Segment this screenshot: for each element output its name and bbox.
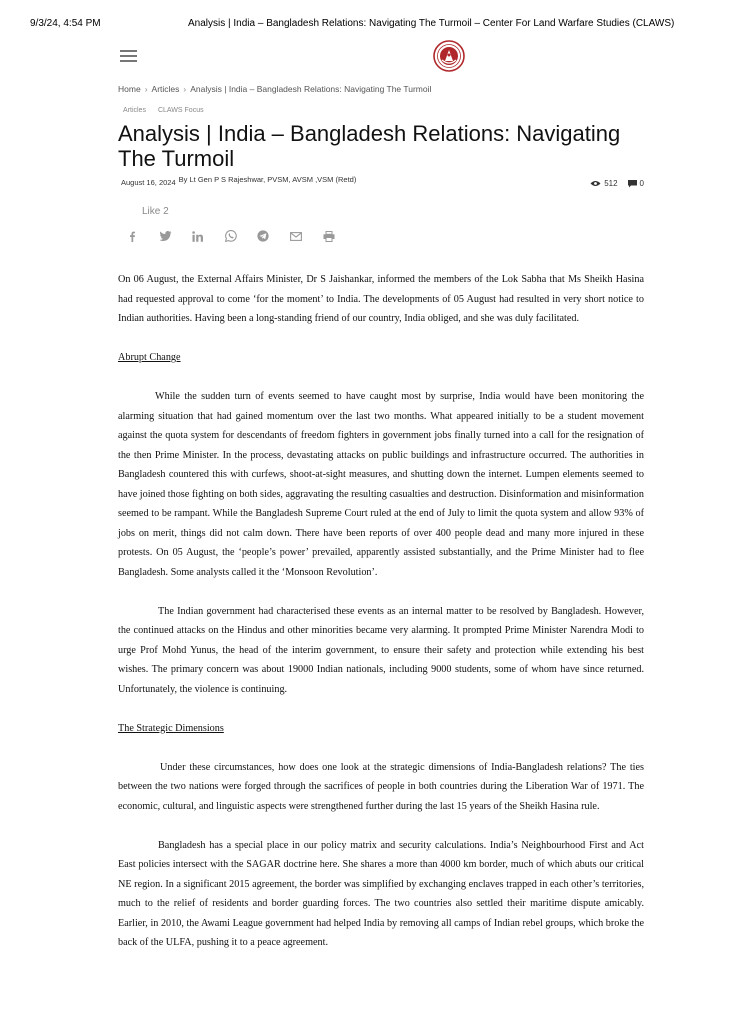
- category-tag-claws-focus[interactable]: CLAWS Focus: [157, 107, 204, 114]
- email-icon[interactable]: [290, 229, 323, 243]
- comment-icon: [628, 180, 637, 188]
- facebook-icon[interactable]: [127, 229, 160, 243]
- eye-icon: [590, 180, 601, 187]
- paragraph: Bangladesh has a special place in our policy matrix and security calculations. India’s Neighbourhood First and Act East policies intersect with the SAGAR doctrine here. She shares a more than 4000 km border, much of which abuts our critical NE region. In a significant 2015 agreement, the border was simplified by exchanging enclaves trapped in each other’s territories, much to the relief of residents and border guarding forces. The two countries also settled their maritime dispute amicably. Earlier, in 2010, the Awami League government had helped India by removing all camps of Indian rebel groups, which broke the back of the ULFA, pushing it to a peace agreement.: [118, 839, 644, 948]
- linkedin-icon[interactable]: [192, 229, 225, 243]
- comments-counter[interactable]: [628, 179, 644, 188]
- breadcrumb-separator: ›: [144, 84, 148, 94]
- section-heading: Abrupt Change: [118, 352, 181, 363]
- article-meta: [121, 175, 357, 187]
- hamburger-icon[interactable]: [120, 50, 137, 62]
- comments-count: 0: [639, 179, 644, 188]
- print-icon[interactable]: [323, 229, 356, 243]
- claws-emblem-icon[interactable]: [433, 40, 465, 72]
- paragraph: While the sudden turn of events seemed to have caught most by surprise, India would have been monitoring the alarming situation that had gained momentum over the last two months. What appeared initially to be a student movement against the quota system for descendants of freedom fighters in government jobs finally turned into a call for the resignation of the then Prime Minister. In the process, devastating attacks on public buildings and infrastructure occurred. The authorities in Bangladesh countered this with curfews, shoot-at-sight measures, and shutting down the internet. Lumpen elements seemed to have joined those fighting on both sides, aggravating the resulting casualties and destruction. Disinformation and misinformation seemed to be rampant. While the Bangladesh Supreme Court ruled at the end of July to limit the quota system and allow 93% of jobs on merit, things did not calm down. There have been reports of over 400 people dead and many more injured in these protests. On 05 August, the ‘people’s power’ prevailed, apparently assisted substantially, and the Prime Minister had to flee Bangladesh. Some analysts called it the ‘Monsoon Revolution’.: [118, 391, 644, 578]
- article-body: [118, 270, 644, 953]
- breadcrumb-articles-link[interactable]: Articles: [151, 84, 180, 94]
- share-bar: [127, 229, 355, 243]
- paragraph: On 06 August, the External Affairs Minister, Dr S Jaishankar, informed the members of the Lok Sabha that Ms Sheikh Hasina had requested approval to come ‘for the moment’ to India. The developments of 05 August had resulted in very short notice to Indian authorities. Having been a long-standing friend of our country, India obliged, and she was duly facilitated.: [118, 274, 644, 324]
- print-header: [0, 18, 749, 34]
- views-counter: [590, 179, 617, 188]
- twitter-icon[interactable]: [160, 229, 193, 243]
- category-tags: [123, 107, 216, 114]
- paragraph: Under these circumstances, how does one look at the strategic dimensions of India-Bangladesh relations? The ties between the two nations were forged through the sacrifices of people in both countries during the Liberation War of 1971. The economic, cultural, and linguistic aspects were strengthened further during the last 15 years of the Sheikh Hasina rule.: [118, 761, 644, 812]
- telegram-icon[interactable]: [257, 229, 290, 243]
- article-date: August 16, 2024: [121, 178, 176, 187]
- whatsapp-icon[interactable]: [225, 229, 258, 243]
- section-heading: The Strategic Dimensions: [118, 722, 224, 734]
- breadcrumb-separator: ›: [183, 84, 187, 94]
- like-button[interactable]: Like 2: [142, 206, 169, 217]
- views-count: 512: [604, 179, 618, 188]
- print-page-title: Analysis | India – Bangladesh Relations: Navigating The Turmoil – Center For Land Warfare Studies (CLAWS): [188, 18, 675, 29]
- breadcrumb: [118, 84, 431, 94]
- breadcrumb-current-link[interactable]: Analysis | India – Bangladesh Relations: Navigating The Turmoil: [190, 84, 432, 94]
- article-stats: [580, 179, 644, 188]
- paragraph: The Indian government had characterised these events as an internal matter to be resolved by Bangladesh. However, the continued attacks on the Hindus and other minorities became very alarming. It prompted Prime Minister Narendra Modi to urge Prof Mohd Yunus, the head of the interim government, to ensure their safety and protection while extending his best wishes. The primary concern was about 19000 Indian nationals, including 9000 students, some of whom have since returned. Unfortunately, the violence is continuing.: [118, 605, 644, 695]
- breadcrumb-home-link[interactable]: Home: [118, 84, 141, 94]
- article-title: Analysis | India – Bangladesh Relations: Navigating The Turmoil: [118, 121, 621, 171]
- print-date: 9/3/24, 4:54 PM: [30, 18, 101, 29]
- article-author[interactable]: By Lt Gen P S Rajeshwar, PVSM, AVSM ,VSM (Retd): [178, 175, 357, 184]
- category-tag-articles[interactable]: Articles: [123, 107, 146, 114]
